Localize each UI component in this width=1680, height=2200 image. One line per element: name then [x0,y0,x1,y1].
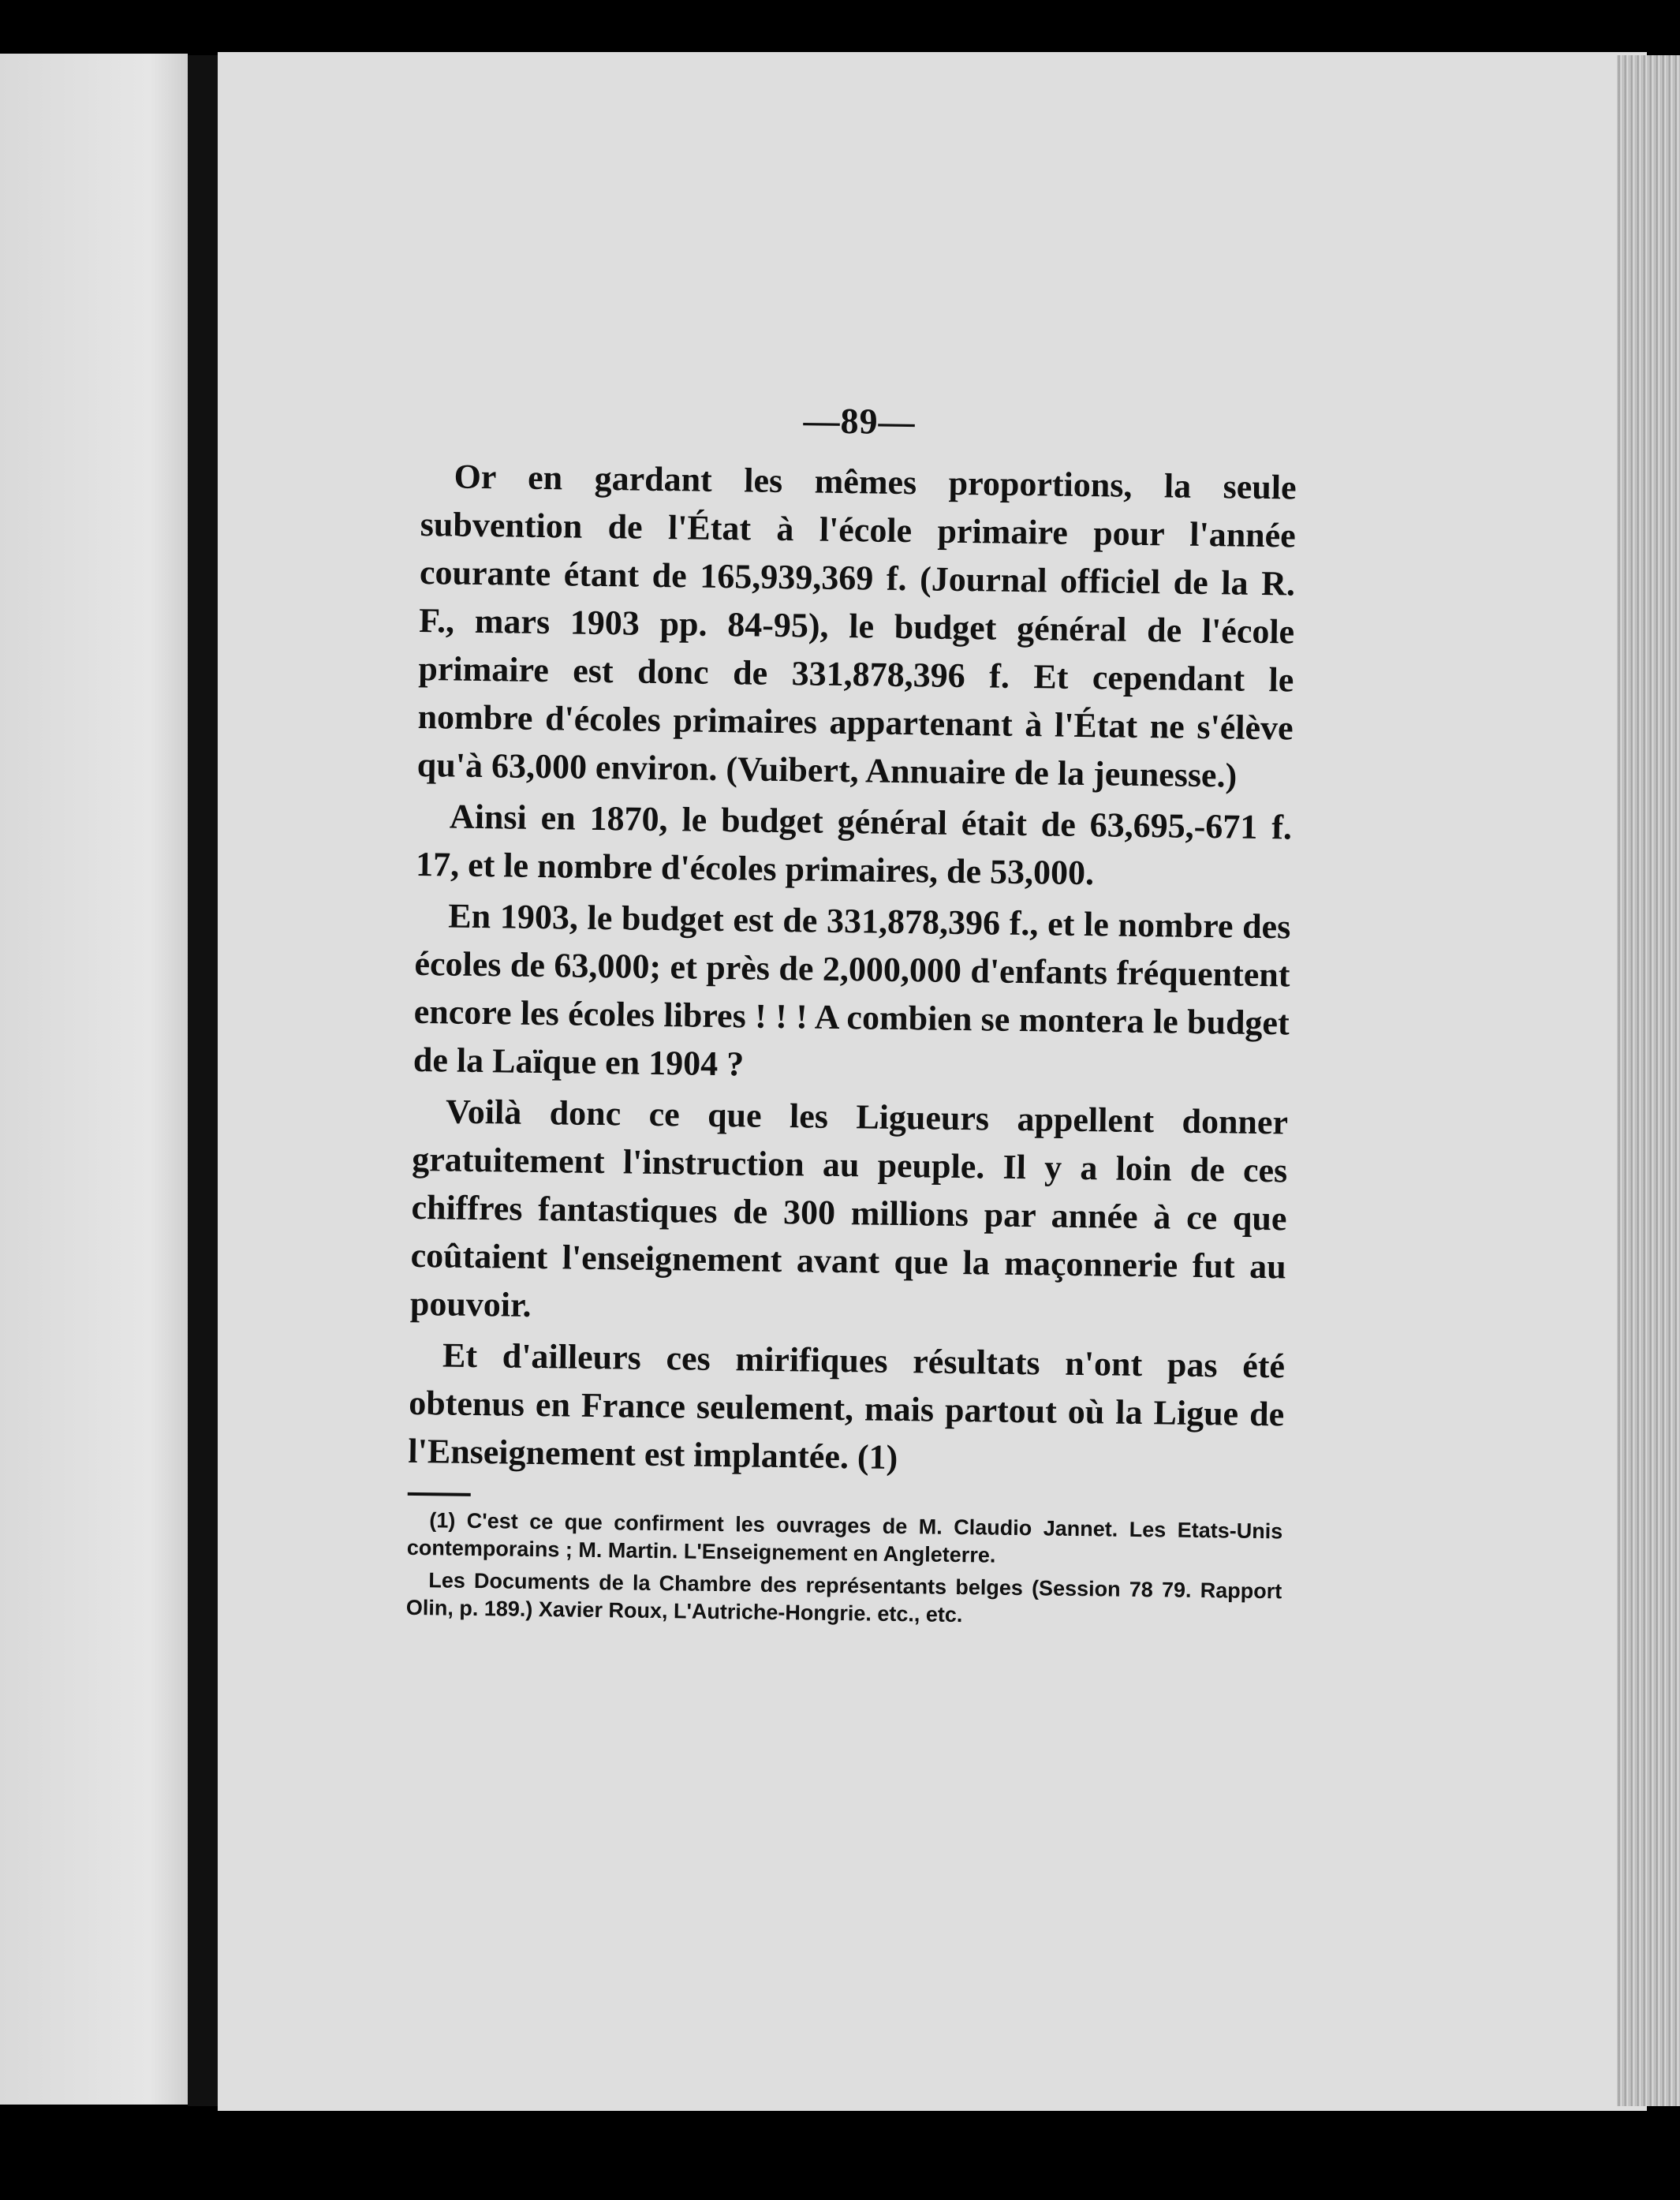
footnote-2: Les Documents de la Chambre des représentants belges (Session 78 79. Rapport Olin, p. 189.) Xavier Roux, L'Autriche-Hongrie. etc., etc. [405,1568,1282,1627]
facing-page-edge [0,54,188,2105]
paragraph-1: Or en gardant les mêmes proportions, la seule subvention de l'État à l'école primaire pour l'année courante étant de 165,939,369 f. (Journal officiel de la R. F., mars 1903 pp. 84-95), le budget général de l'école primaire est donc de 331,878,396 f. Et cependant le nombre d'écoles primaires appartenant à l'État ne s'élève qu'à 63,000 environ. (Vuibert, Annuaire de la jeunesse.) [416,457,1297,795]
page-stack-edge [1617,55,1680,2106]
footnote-rule [408,1492,471,1496]
page-text-block [406,394,1297,1633]
page-number: —89— [803,400,916,443]
paragraph-5: Et d'ailleurs ces mirifiques résultats n'ont pas été obtenus en France seulement, mais partout où la Ligue de l'Enseignement est implantée. (1) [408,1335,1286,1477]
book-gutter [188,55,218,2106]
paragraph-3: En 1903, le budget est de 331,878,396 f., et le nombre des écoles de 63,000; et près de 2,000,000 d'enfants fréquentent encore les écoles libres ! ! ! A combien se montera le budget de la Laïque en 1904 ? [413,896,1291,1084]
paragraph-2: Ainsi en 1870, le budget général était de 63,695,-671 f. 17, et le nombre d'écoles primaires, de 53,000. [415,797,1293,893]
paragraph-4: Voilà donc ce que les Ligueurs appellent donner gratuitement l'instruction au peuple. Il y a loin de ces chiffres fantastiques de 300 millions par année à ce que coûtaient l'enseignement avant que la maçonnerie fut au pouvoir. [409,1092,1289,1324]
footnote-1: (1) C'est ce que confirment les ouvrages de M. Claudio Jannet. Les Etats-Unis contemporains ; M. Martin. L'Enseignement en Angleterre. [406,1508,1283,1567]
